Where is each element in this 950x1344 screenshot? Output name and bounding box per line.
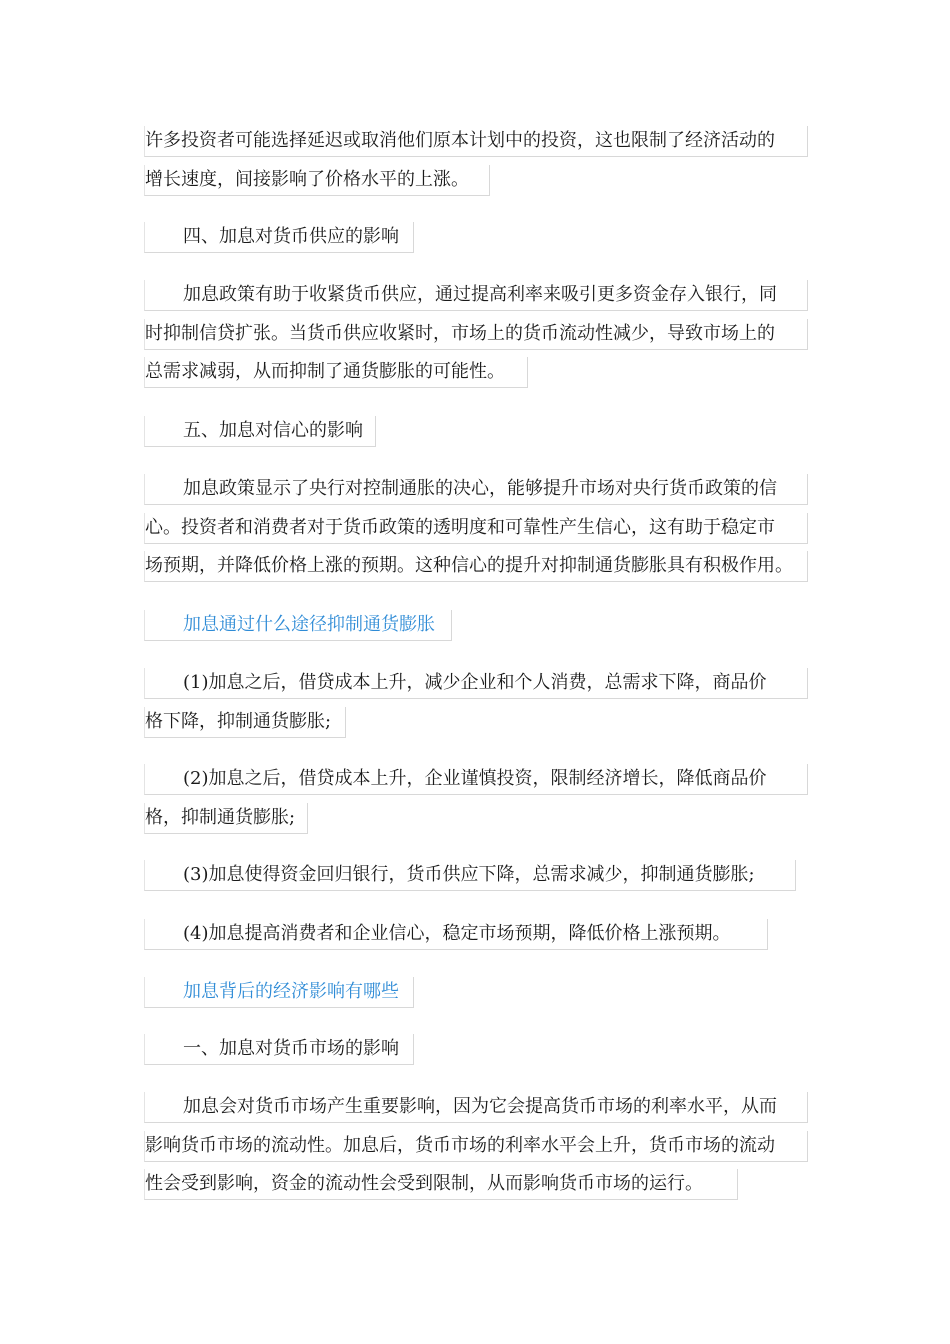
subtitle-inflation-paths [144,606,806,645]
text-line: 许多投资者可能选择延迟或取消他们原本计划中的投资，这也限制了经济活动的 [144,126,808,157]
text-line: (2)加息之后，借贷成本上升，企业谨慎投资，限制经济增长，降低商品价 [144,764,808,795]
list-item-1 [144,664,806,741]
section-heading-money-market [144,1030,806,1069]
text-line: 性会受到影响，资金的流动性会受到限制，从而影响货币市场的运行。 [144,1169,738,1200]
text-line: 增长速度，间接影响了价格水平的上涨。 [144,165,490,196]
text-line: 格，抑制通货膨胀; [144,803,308,834]
heading-text: 五、加息对信心的影响 [144,416,376,447]
paragraph-money-supply [144,276,806,392]
text-line: (1)加息之后，借贷成本上升，减少企业和个人消费，总需求下降，商品价 [144,668,808,699]
text-line: 总需求减弱，从而抑制了通货膨胀的可能性。 [144,357,528,388]
list-item-2 [144,760,806,837]
section-heading-money-supply [144,218,806,257]
subtitle-link[interactable]: 加息通过什么途径抑制通货膨胀 [144,610,452,641]
text-line: 加息会对货币市场产生重要影响，因为它会提高货币市场的利率水平，从而 [144,1092,808,1123]
heading-text: 一、加息对货币市场的影响 [144,1034,414,1065]
subtitle-link[interactable]: 加息背后的经济影响有哪些 [144,977,414,1008]
paragraph-investment-delay [144,122,806,199]
text-line: 格下降，抑制通货膨胀; [144,707,346,738]
paragraph-money-market [144,1088,806,1204]
list-item-4 [144,915,806,954]
text-line: 场预期，并降低价格上涨的预期。这种信心的提升对抑制通货膨胀具有积极作用。 [144,551,808,582]
text-line: (3)加息使得资金回归银行，货币供应下降，总需求减少，抑制通货膨胀; [144,860,796,891]
text-line: 影响货币市场的流动性。加息后，货币市场的利率水平会上升，货币市场的流动 [144,1131,808,1162]
heading-text: 四、加息对货币供应的影响 [144,222,414,253]
text-line: 加息政策显示了央行对控制通胀的决心，能够提升市场对央行货币政策的信 [144,474,808,505]
text-line: 心。投资者和消费者对于货币政策的透明度和可靠性产生信心，这有助于稳定市 [144,513,808,544]
paragraph-confidence [144,470,806,586]
text-line: 时抑制信贷扩张。当货币供应收紧时，市场上的货币流动性减少，导致市场上的 [144,319,808,350]
section-heading-confidence [144,412,806,451]
text-line: (4)加息提高消费者和企业信心，稳定市场预期，降低价格上涨预期。 [144,919,768,950]
list-item-3 [144,856,806,895]
subtitle-economic-impact [144,973,806,1012]
text-line: 加息政策有助于收紧货币供应，通过提高利率来吸引更多资金存入银行，同 [144,280,808,311]
